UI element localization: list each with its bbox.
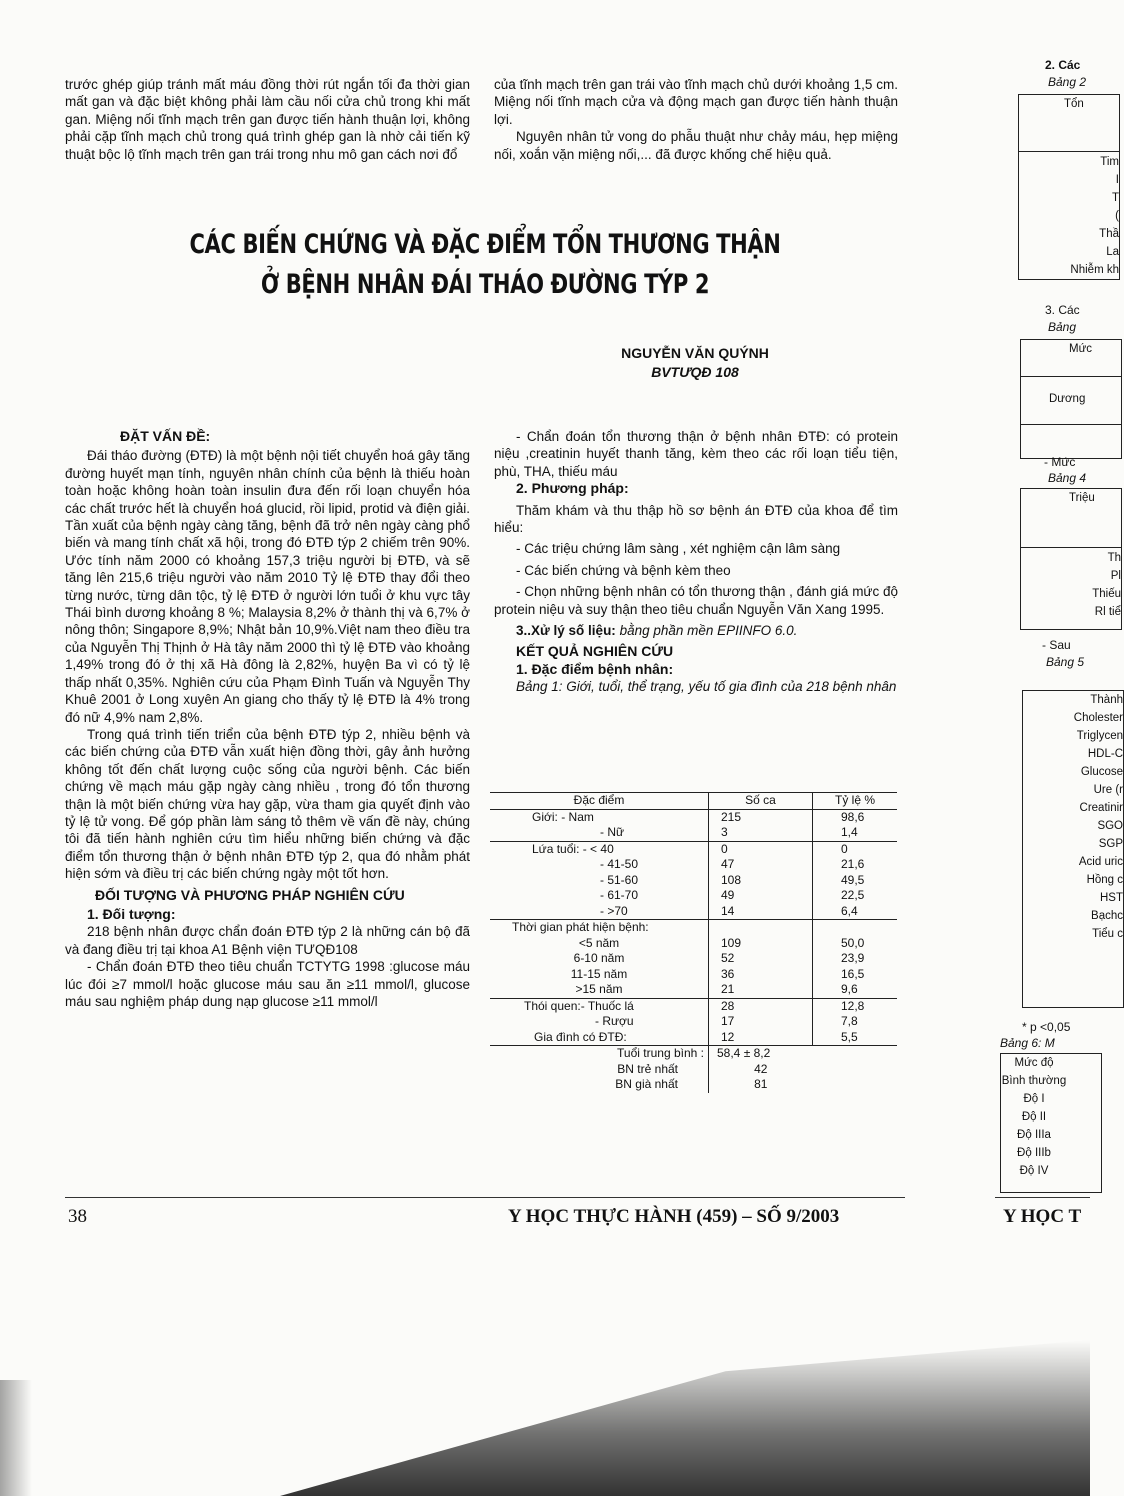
edge-table3-row: Dương (1049, 393, 1086, 405)
edge-table4 (1020, 488, 1122, 630)
table1-row (490, 841, 897, 857)
method-item-1: - Các triệu chứng lâm sàng , xét nghiệm cận lâm sàng (516, 541, 841, 557)
edge-table2-caption: Bảng 2 (1048, 75, 1087, 89)
table1-cell (813, 1046, 898, 1062)
edge-row-label: Mức độ (1014, 1057, 1054, 1069)
table1-cell: 12 (709, 1030, 813, 1046)
heading-results: KẾT QUẢ NGHIÊN CỨU (516, 643, 674, 660)
edge-row-label: Triglycen (1076, 730, 1123, 742)
table1-cell: 36 (709, 967, 813, 983)
table1-cell: 98,6 (841, 809, 865, 824)
data-processing (516, 622, 898, 639)
table1 (490, 792, 897, 1093)
table1-cell: 21,6 (841, 857, 865, 871)
edge-table2-header: Tổn (1064, 98, 1084, 110)
table1-row (490, 998, 897, 1014)
table1-cell: Giới: - Nam (490, 809, 709, 825)
edge-row-label: T (1111, 192, 1119, 204)
table1-header-percent: Tỷ lệ % (834, 793, 875, 807)
table1-cell: BN trẻ nhất (490, 1062, 709, 1078)
edge-table3-header: Mức (1069, 343, 1093, 355)
table1-cell: 52 (709, 951, 813, 967)
table1-row (490, 1077, 897, 1093)
renal-diagnosis: - Chẩn đoán tổn thương thận ở bệnh nhân ĐTĐ: có protein niệu ,creatinin huyết thanh tăng, kèm theo các rối loạn tiểu tiện, phù, THA, thiếu máu (494, 429, 898, 479)
table1-row (490, 904, 897, 920)
scan-edge-left (0, 1380, 32, 1496)
table1-cell (709, 920, 813, 936)
table1-cell: Lứa tuổi: - < 40 (490, 841, 709, 857)
edge-row-label: Thiếu (1092, 588, 1121, 600)
edge-row-label: Độ II (1021, 1111, 1047, 1123)
edge-table5-rows (1074, 691, 1123, 943)
table1-row (490, 1062, 897, 1078)
author-affiliation: BVTƯQĐ 108 (651, 364, 739, 380)
table1-row (490, 920, 897, 936)
scan-shadow (280, 1340, 1090, 1496)
edge-table3-rule-1 (1021, 376, 1121, 377)
carryover-right-p2: Nguyên nhân tử vong do phẫu thuật như chảy máu, hẹp miệng nối, xoắn vặn miệng nối,... đã được khống chế hiệu quả. (494, 129, 898, 162)
table1-cell: 6,4 (841, 903, 858, 918)
table1-row (490, 857, 897, 873)
table1-cell: - 41-50 (490, 857, 709, 873)
edge-row-label: La (1106, 246, 1119, 258)
table1-cell: - Nữ (490, 825, 709, 841)
heading-method: 2. Phương pháp: (516, 480, 629, 497)
edge-table3 (1020, 339, 1122, 459)
table1-row (490, 888, 897, 904)
edge-row-label: Độ IV (1019, 1165, 1049, 1177)
table1-cell: 23,9 (841, 951, 865, 965)
edge-row-label: Tim (1100, 156, 1119, 168)
table1-cell: 9,6 (841, 982, 858, 996)
table1-cell: 58,4 ± 8,2 (717, 1046, 771, 1060)
carryover-left-text: trước ghép giúp tránh mất máu đồng thời rút ngắn tối đa thời gian mất gan và đặc biệt không phải làm cầu nối cửa chủ trong khi mất gan. Miệng nối tĩnh mạch trên gan được tiến hành thuận lợi, không phải cặp tĩnh mạch chủ trong quá trình ghép gan là nhờ cải tiến kỹ thuật bộc lộ tĩnh mạch trên gan trái trong nhu mô gan cách nơi đổ (65, 77, 470, 162)
edge-table2-rule (1019, 151, 1119, 152)
method-item-2: - Các biến chứng và bệnh kèm theo (516, 562, 731, 578)
edge-row-label: HST (1100, 892, 1123, 904)
edge-table3-rule-2 (1021, 424, 1121, 425)
heading-dat-van-de: ĐẶT VẤN ĐỀ: (120, 428, 211, 444)
edge-row-label: Thầ (1099, 228, 1119, 240)
table1-row (490, 936, 897, 952)
method-item-3: - Chọn những bệnh nhân có tổn thương thận , đánh giá mức độ protein niệu và suy thận theo tiêu chuẩn Nguyễn Văn Xang 1995. (494, 584, 898, 617)
edge-table4-rows (1092, 549, 1121, 621)
right-column (494, 428, 898, 695)
edge-row-label: Độ IIIb (1017, 1147, 1051, 1159)
article-title-line2: Ở BỆNH NHÂN ĐÁI THÁO ĐƯỜNG TÝP 2 (260, 269, 710, 300)
edge-row-label: Thành (1090, 694, 1123, 706)
edge-row-label: Hồng c (1086, 874, 1123, 886)
edge-row-label: Pl (1110, 570, 1121, 582)
table1-cell: 49,5 (841, 872, 865, 887)
edge-table6-rows (1001, 1054, 1067, 1180)
carryover-right (494, 76, 898, 163)
table1-cell: 49 (709, 888, 813, 904)
table1-cell: 17 (709, 1014, 813, 1030)
table1-header-cases: Số ca (709, 793, 813, 810)
table1-cell: 215 (709, 809, 813, 825)
table1-cell: 3 (709, 825, 813, 841)
edge-note-after: - Sau (1042, 638, 1071, 652)
data-processing-label: 3..Xử lý số liệu: (516, 623, 616, 639)
edge-row-label: HDL-C (1087, 748, 1123, 760)
table1-cell: BN già nhất (490, 1077, 709, 1093)
table1-cell: - 61-70 (490, 888, 709, 904)
table1-cell: 0 (709, 841, 813, 857)
table1-cell: 7,8 (841, 1014, 858, 1028)
edge-row-label: Glucose (1080, 766, 1123, 778)
carryover-right-p1: của tĩnh mạch trên gan trái vào tĩnh mạch chủ dưới khoảng 1,5 cm. Miệng nối tĩnh mạch cửa và động mạch gan được tiến hành thuận lợi. (494, 77, 898, 127)
edge-row-label: ( (1115, 210, 1119, 222)
table1-cell: >15 năm (490, 982, 709, 998)
table1-cell: 81 (754, 1077, 768, 1091)
table1-cell: Gia đình có ĐTĐ: (490, 1030, 709, 1046)
table1-cell: 42 (754, 1061, 768, 1076)
table1-cell: 47 (709, 857, 813, 873)
edge-table2 (1018, 94, 1120, 280)
edge-table4-header: Triệu (1069, 492, 1095, 504)
edge-row-label: Độ I (1023, 1093, 1045, 1105)
heading-subjects: 1. Đối tượng: (87, 905, 176, 922)
intro-paragraph-2: Trong quá trình tiến triển của bệnh ĐTĐ týp 2, nhiều bệnh và các biến chứng của ĐTĐ vẫn xuất hiện đồng thời, gây ảnh hưởng không tốt đến chất lượng cuộc sống của người bệnh. Các biến chứng về mạch máu gặp ngày càng nhiều , trong đó tổn thương thận là một biến chứng vừa hay gặp, vừa tham gia quyết định vào tỷ lệ tử vong. Để góp phần làm sáng tỏ thêm về vấn đề này, chúng tôi đã tiến hành nghiên cứu tìm hiểu những biến chứng và đặc điểm tổn thương thận ở bệnh nhân ĐTĐ týp 2, qua đó nhằm phát hiện sớm và điều trị các biến chứng ngày một tốt hơn. (65, 726, 470, 882)
edge-row-label: SGP (1098, 838, 1123, 850)
journal-footer: Y HỌC THỰC HÀNH (459) – SỐ 9/2003 (508, 1206, 840, 1227)
table1-row (490, 982, 897, 998)
edge-row-label: Creatinir (1079, 802, 1123, 814)
edge-row-label: SGO (1097, 820, 1123, 832)
table1-cell: 50,0 (841, 935, 865, 950)
table1-cell: Tuổi trung bình : (490, 1046, 709, 1062)
edge-table2-rows (1070, 153, 1119, 279)
edge-table3-caption: Bảng (1048, 320, 1077, 334)
table1-cell: 1,4 (841, 825, 858, 839)
edge-row-label: Th (1107, 552, 1121, 564)
edge-row-label: Cholester (1073, 712, 1123, 724)
edge-table6 (1000, 1053, 1102, 1193)
edge-row-label: Nhiễm kh (1070, 264, 1119, 276)
table1-cell (813, 920, 898, 936)
table1-cell: 108 (709, 873, 813, 889)
edge-row-label: Bạchc (1091, 910, 1123, 922)
edge-row-label: Bình thường (1001, 1075, 1067, 1087)
table1-container (490, 792, 897, 1093)
edge-table4-caption: Bảng 4 (1048, 471, 1087, 485)
table1-row (490, 1046, 897, 1062)
article-title-line1: CÁC BIẾN CHỨNG VÀ ĐẶC ĐIỂM TỔN THƯƠNG THẬN (189, 229, 781, 260)
table1-cell: - >70 (490, 904, 709, 920)
intro-paragraph-1: Đái tháo đường (ĐTĐ) là một bệnh nội tiết chuyển hoá gây tăng đường huyết mạn tính, nguyên nhân chính của bệnh là thiếu hoàn toàn hoặc không hoàn toàn insulin đưa đến rối loạn chuyển hóa các chất trước hết là chuyển hoá glucid, rồi lipid, protid và điện giải. Tần xuất của bệnh ngày càng tăng, bệnh đã trở nên ngày càng phổ biến và mang tính chất xã hội, trong đó ĐTĐ týp 2 chiếm trên 90%. Ước tính năm 2000 có khoảng 157,3 triệu người bị ĐTĐ, và sẽ tăng lên 215,6 triệu người vào năm 2010 Tỷ lệ ĐTĐ thay đổi theo từng nước, từng dân tộc, tỷ lệ ĐTĐ ở người lớn tuổi ở khu vực tây Thái bình dương khoảng 8 %; Malaysia 8,2% ở thành thị và 6,7% ở nông thôn; Singapore 8,9%; Nhật bản 10,9%.Việt nam theo điều tra của Nguyễn Thị Thịnh ở Hà tây năm 2000 thì tỷ lệ ĐTĐ vào khoảng 1,49% trong đó ở thị xã Hà đông là 2,82%, huyện Ba vì có tỷ lệ thấp nhất 0,35%. Nghiên cứu của Phạm Đình Tuấn và Nguyễn Thy Khuê 2001 ở Long xuyên An giang cho thấy tỷ lệ ĐTĐ là 4% trong đó nữ 4,9% nam 2,8%. (65, 448, 470, 725)
table1-row (490, 825, 897, 841)
carryover-left (65, 76, 470, 163)
heading-methods: ĐỐI TƯỢNG VÀ PHƯƠNG PHÁP NGHIÊN CỨU (95, 886, 405, 903)
table1-cell: 11-15 năm (490, 967, 709, 983)
table1-cell: 14 (709, 904, 813, 920)
table1-cell: 28 (709, 998, 813, 1014)
table1-cell (813, 1062, 898, 1078)
table1-cell: <5 năm (490, 936, 709, 952)
left-column (65, 428, 470, 1010)
subjects-paragraph: 218 bệnh nhân được chẩn đoán ĐTĐ týp 2 là những cán bộ đã và đang điều trị tại khoa A1 Bệnh viện TƯQĐ108 (65, 924, 470, 957)
page-number: 38 (68, 1206, 87, 1227)
table1-row (490, 873, 897, 889)
table1-cell: Thói quen:- Thuốc lá (490, 998, 709, 1014)
edge-row-label: Rl tiể (1094, 606, 1121, 618)
table1-cell: 21 (709, 982, 813, 998)
table1-header-characteristic: Đặc điểm (490, 793, 709, 810)
data-processing-tool: bằng phần mền EPIINFO 6.0. (619, 623, 798, 639)
edge-row-label: Độ IIIa (1017, 1129, 1051, 1141)
table1-row (490, 809, 897, 825)
edge-table5-caption: Bảng 5 (1046, 655, 1085, 669)
next-page-footer: Y HỌC T (1003, 1206, 1082, 1227)
table1-row (490, 1014, 897, 1030)
edge-table4-rule (1021, 547, 1121, 548)
diagnosis-criteria: - Chẩn đoán ĐTĐ theo tiêu chuẩn TCTYTG 1998 :glucose máu lúc đói ≥7 mmol/l hoặc glucose máu sau ăn ≥11 mmol/l, glucose máu sau nghiệm pháp dung nạp glucose ≥11 mmol/l (65, 959, 470, 1009)
table1-cell: 0 (841, 841, 848, 856)
next-page-edge (1000, 58, 1123, 1208)
edge-row-label: Ure (r (1093, 784, 1123, 796)
edge-row-label: Tiểu c (1092, 928, 1123, 940)
edge-row-label: Acid uric (1078, 856, 1123, 868)
table1-cell: 22,5 (841, 888, 865, 902)
table1-row (490, 951, 897, 967)
table1-row (490, 967, 897, 983)
table1-cell: Thời gian phát hiện bệnh: (490, 920, 709, 936)
heading-patient-characteristics: 1. Đặc điểm bệnh nhân: (516, 660, 674, 677)
table1-cell: 16,5 (841, 966, 865, 981)
table1-cell: - Rượu (490, 1014, 709, 1030)
edge-table5 (1022, 690, 1124, 1008)
edge-row-label: I (1115, 174, 1119, 186)
table1-row (490, 1030, 897, 1046)
edge-section-3: 3. Các (1045, 303, 1080, 317)
table1-cell: 109 (709, 936, 813, 952)
footer-rule (65, 1197, 905, 1198)
table1-cell: 6-10 năm (490, 951, 709, 967)
edge-note-level: - Mức (1044, 455, 1076, 469)
edge-section-2: 2. Các (1045, 58, 1081, 72)
author-name: NGUYỄN VĂN QUÝNH (621, 345, 769, 361)
edge-footnote: * p <0,05 (1022, 1020, 1071, 1034)
table1-cell: 12,8 (841, 998, 865, 1013)
table1-cell: - 51-60 (490, 873, 709, 889)
method-paragraph: Thăm khám và thu thập hồ sơ bệnh án ĐTĐ của khoa để tìm hiểu: (494, 502, 898, 536)
table1-caption: Bảng 1: Giới, tuổi, thể trạng, yếu tố gia đình của 218 bệnh nhân (516, 679, 897, 695)
table1-cell: 5,5 (841, 1029, 858, 1044)
table1-cell (813, 1077, 898, 1093)
edge-table6-caption: Bảng 6: M (1000, 1036, 1055, 1050)
